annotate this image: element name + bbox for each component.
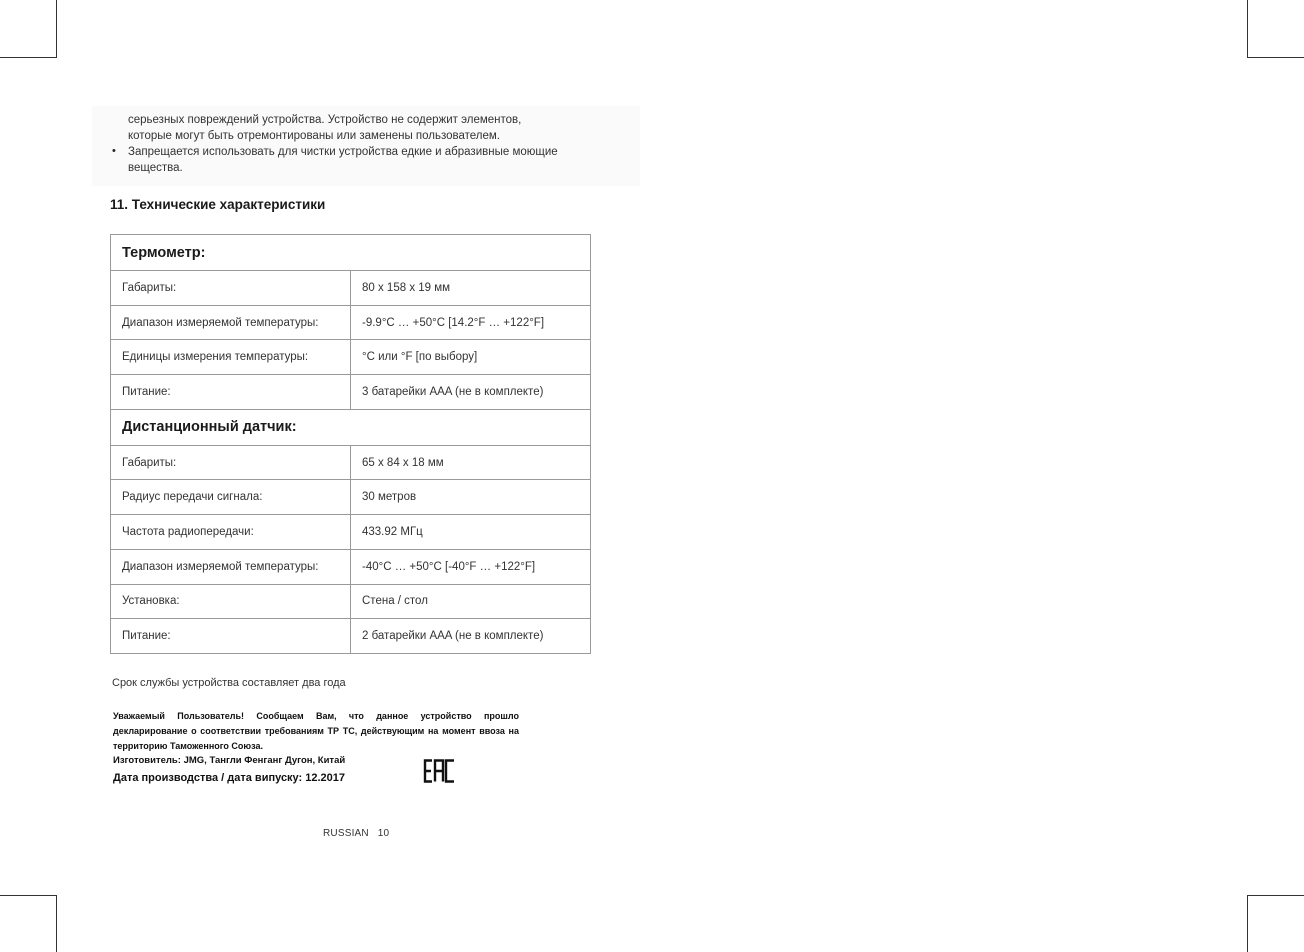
eac-mark-icon <box>423 759 455 783</box>
table-row <box>111 549 591 584</box>
thermometer-section-row <box>111 235 591 271</box>
sensor-title: Дистанционный датчик: <box>111 409 591 445</box>
spec-table <box>110 234 591 654</box>
crop-mark-top-left-h <box>0 57 57 58</box>
intro-line-1: серьезных повреждений устройства. Устройство не содержит элементов, <box>128 114 522 126</box>
spec-label: Габариты: <box>111 445 351 480</box>
table-row <box>111 515 591 550</box>
spec-label: Питание: <box>111 375 351 410</box>
table-row <box>111 584 591 619</box>
spec-label: Радиус передачи сигнала: <box>111 480 351 515</box>
sensor-section-row <box>111 409 591 445</box>
table-row <box>111 480 591 515</box>
intro-text-block <box>92 106 640 186</box>
crop-mark-bottom-left-h <box>0 895 57 896</box>
spec-label: Диапазон измеряемой температуры: <box>111 305 351 340</box>
spec-value: 30 метров <box>351 480 591 515</box>
spec-value: 3 батарейки AAA (не в комплекте) <box>351 375 591 410</box>
spec-label: Единицы измерения температуры: <box>111 340 351 375</box>
crop-mark-bottom-right-v <box>1247 895 1248 952</box>
spec-label: Габариты: <box>111 271 351 306</box>
spec-value: Стена / стол <box>351 584 591 619</box>
intro-bullet-line-1: Запрещается использовать для чистки устройства едкие и абразивные моющие <box>128 146 558 158</box>
crop-mark-top-right-h <box>1247 57 1304 58</box>
spec-label: Установка: <box>111 584 351 619</box>
crop-mark-top-left-v <box>56 0 57 58</box>
table-row <box>111 340 591 375</box>
service-life-text: Срок службы устройства составляет два года <box>112 677 346 689</box>
customs-notice: Уважаемый Пользователь! Сообщаем Вам, что данное устройство прошло декларирование о соответствии требованиям ТР ТС, действующим на момент ввоза на территорию Таможенного Союза. <box>113 711 519 751</box>
spec-label: Питание: <box>111 619 351 654</box>
production-date-text: Дата производства / дата випуску: 12.2017 <box>113 772 346 784</box>
table-row <box>111 305 591 340</box>
section-heading: 11. Технические характеристики <box>110 197 326 212</box>
spec-value: -40°C … +50°C [-40°F … +122°F] <box>351 549 591 584</box>
spec-value: 2 батарейки AAA (не в комплекте) <box>351 619 591 654</box>
spec-label: Частота радиопередачи: <box>111 515 351 550</box>
spec-value: 433.92 МГц <box>351 515 591 550</box>
table-row <box>111 375 591 410</box>
crop-mark-top-right-v <box>1247 0 1248 58</box>
page-footer: RUSSIAN 10 <box>323 828 390 839</box>
table-row <box>111 619 591 654</box>
thermometer-title: Термометр: <box>111 235 591 271</box>
spec-value: -9.9°C … +50°C [14.2°F … +122°F] <box>351 305 591 340</box>
manufacturer-text: Изготовитель: JMG, Тангли Фенганг Дугон, Китай <box>113 755 346 766</box>
intro-bullet-line-2: вещества. <box>128 162 183 174</box>
table-row <box>111 445 591 480</box>
intro-line-2: которые могут быть отремонтированы или заменены пользователем. <box>128 130 501 142</box>
spec-value: °C или °F [по выбору] <box>351 340 591 375</box>
bullet-dot: • <box>112 145 116 157</box>
spec-label: Диапазон измеряемой температуры: <box>111 549 351 584</box>
table-row <box>111 271 591 306</box>
crop-mark-bottom-left-v <box>56 895 57 952</box>
spec-value: 65 x 84 x 18 мм <box>351 445 591 480</box>
spec-value: 80 x 158 x 19 мм <box>351 271 591 306</box>
crop-mark-bottom-right-h <box>1247 895 1304 896</box>
